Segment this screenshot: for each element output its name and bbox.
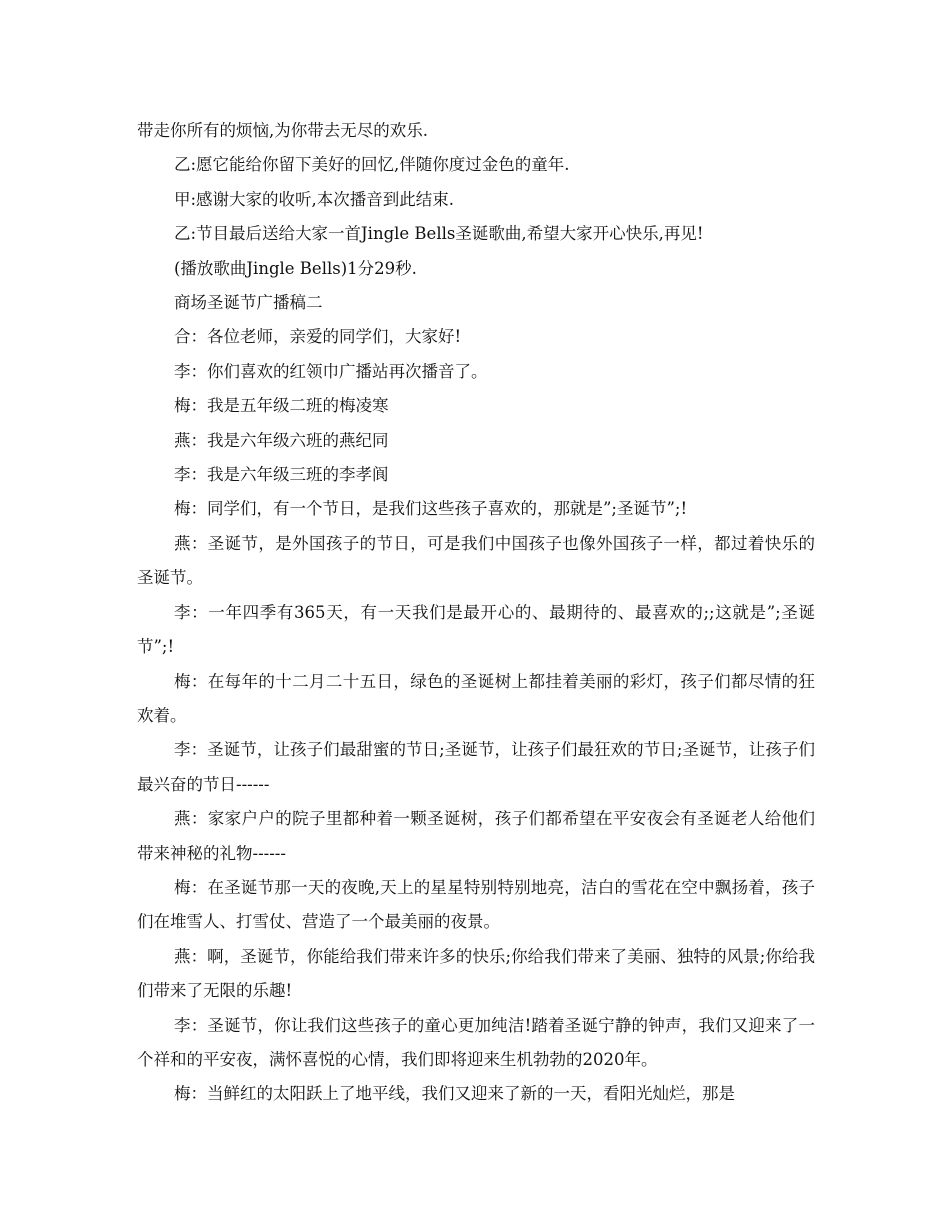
paragraph-li-365: 李：一年四季有365天，有一天我们是最开心的、最期待的、最喜欢的;;这就是”;圣诞节”;! [137,602,815,657]
section-heading: 商场圣诞节广播稿二 [174,293,323,313]
paragraph-mei-festival: 梅：同学们，有一个节日，是我们这些孩子喜欢的，那就是”;圣诞节”;! [174,499,688,519]
paragraph-yan-santa: 燕：家家户户的院子里都种着一颗圣诞树，孩子们都希望在平安夜会有圣诞老人给他们带来神秘的礼物------ [137,809,815,863]
document-body [137,114,815,1112]
paragraph-yan-joy: 燕：啊，圣诞节，你能给我们带来许多的快乐;你给我们带来了美丽、独特的风景;你给我们带来了无限的乐趣! [137,946,815,1001]
paragraph-yi-memory: 乙:愿它能给你留下美好的回忆,伴随你度过金色的童年. [174,155,570,175]
paragraph-play-song: (播放歌曲Jingle Bells)1分29秒. [174,258,417,278]
paragraph-jia-thanks: 甲:感谢大家的收听,本次播音到此结束. [174,189,455,209]
paragraph-mei-intro: 梅：我是五年级二班的梅凌寒 [174,396,389,416]
paragraph-li-sweetest: 李：圣诞节，让孩子们最甜蜜的节日;圣诞节，让孩子们最狂欢的节日;圣诞节，让孩子们最兴奋的节日------ [137,740,815,794]
paragraph-mei-tree: 梅：在每年的十二月二十五日，绿色的圣诞树上都挂着美丽的彩灯，孩子们都尽情的狂欢着。 [137,671,815,725]
paragraph-yan-foreign: 燕：圣诞节，是外国孩子的节日，可是我们中国孩子也像外国孩子一样，都过着快乐的圣诞节。 [137,533,815,588]
paragraph-he-greeting: 合：各位老师，亲爱的同学们，大家好! [174,327,462,347]
paragraph-li-intro: 李：我是六年级三班的李孝阆 [174,465,389,485]
paragraph-yi-song: 乙:节目最后送给大家一首Jingle Bells圣诞歌曲,希望大家开心快乐,再见! [174,224,704,244]
paragraph-li-broadcast: 李：你们喜欢的红领巾广播站再次播音了。 [174,361,488,381]
paragraph-yan-intro: 燕：我是六年级六班的燕纪同 [174,430,389,450]
paragraph-mei-sunrise: 梅：当鲜红的太阳跃上了地平线，我们又迎来了新的一天，看阳光灿烂，那是 [174,1084,735,1104]
paragraph-li-2020: 李：圣诞节，你让我们这些孩子的童心更加纯洁!踏着圣诞宁静的钟声，我们又迎来了一个祥和的平安夜，满怀喜悦的心情，我们即将迎来生机勃勃的2020年。 [137,1015,815,1069]
paragraph-continuation: 带走你所有的烦恼,为你带去无尽的欢乐. [137,121,428,140]
paragraph-mei-night: 梅：在圣诞节那一天的夜晚,天上的星星特别特别地亮，洁白的雪花在空中飘扬着，孩子们在堆雪人、打雪仗、营造了一个最美丽的夜景。 [137,877,815,932]
